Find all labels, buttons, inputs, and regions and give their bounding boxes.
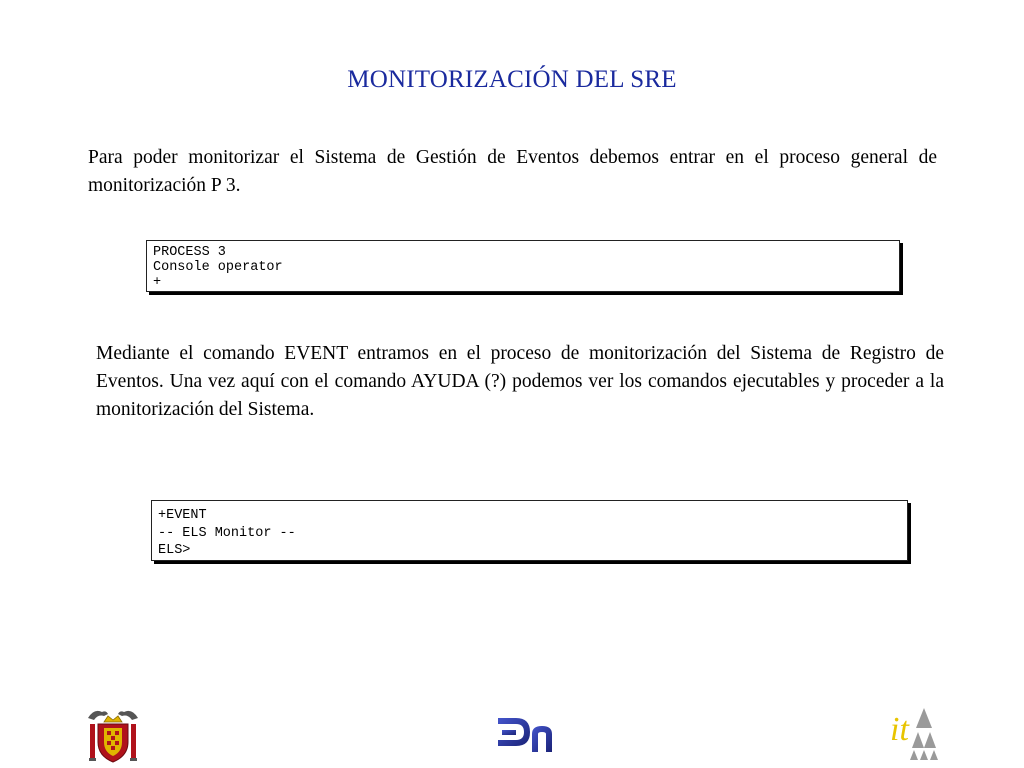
- console-line: PROCESS 3: [153, 245, 226, 260]
- slide-title: MONITORIZACIÓN DEL SRE: [347, 66, 677, 93]
- console-line: ELS>: [158, 543, 191, 558]
- it-logo-icon: [888, 704, 942, 762]
- event-paragraph: Mediante el comando EVENT entramos en el proceso de monitorización del Sistema de Registro de Eventos. Una vez aquí con el comando AYUDA (?) podemos ver los comandos ejecutables y proceder a la monitorización del Sistema.: [96, 343, 944, 420]
- console-line: +EVENT: [158, 508, 207, 523]
- dn-logo-icon: [494, 712, 560, 758]
- console-box-process: [146, 240, 900, 292]
- console-line: Console operator: [153, 260, 283, 275]
- console-line: +: [153, 275, 162, 290]
- it-logo-text: it: [890, 711, 909, 748]
- intro-paragraph: Para poder monitorizar el Sistema de Gestión de Eventos debemos entrar en el proceso general de monitorización P 3.: [88, 147, 937, 196]
- console-box-event: [151, 500, 908, 561]
- console-line: -- ELS Monitor --: [158, 525, 296, 541]
- university-crest-icon: [84, 704, 142, 766]
